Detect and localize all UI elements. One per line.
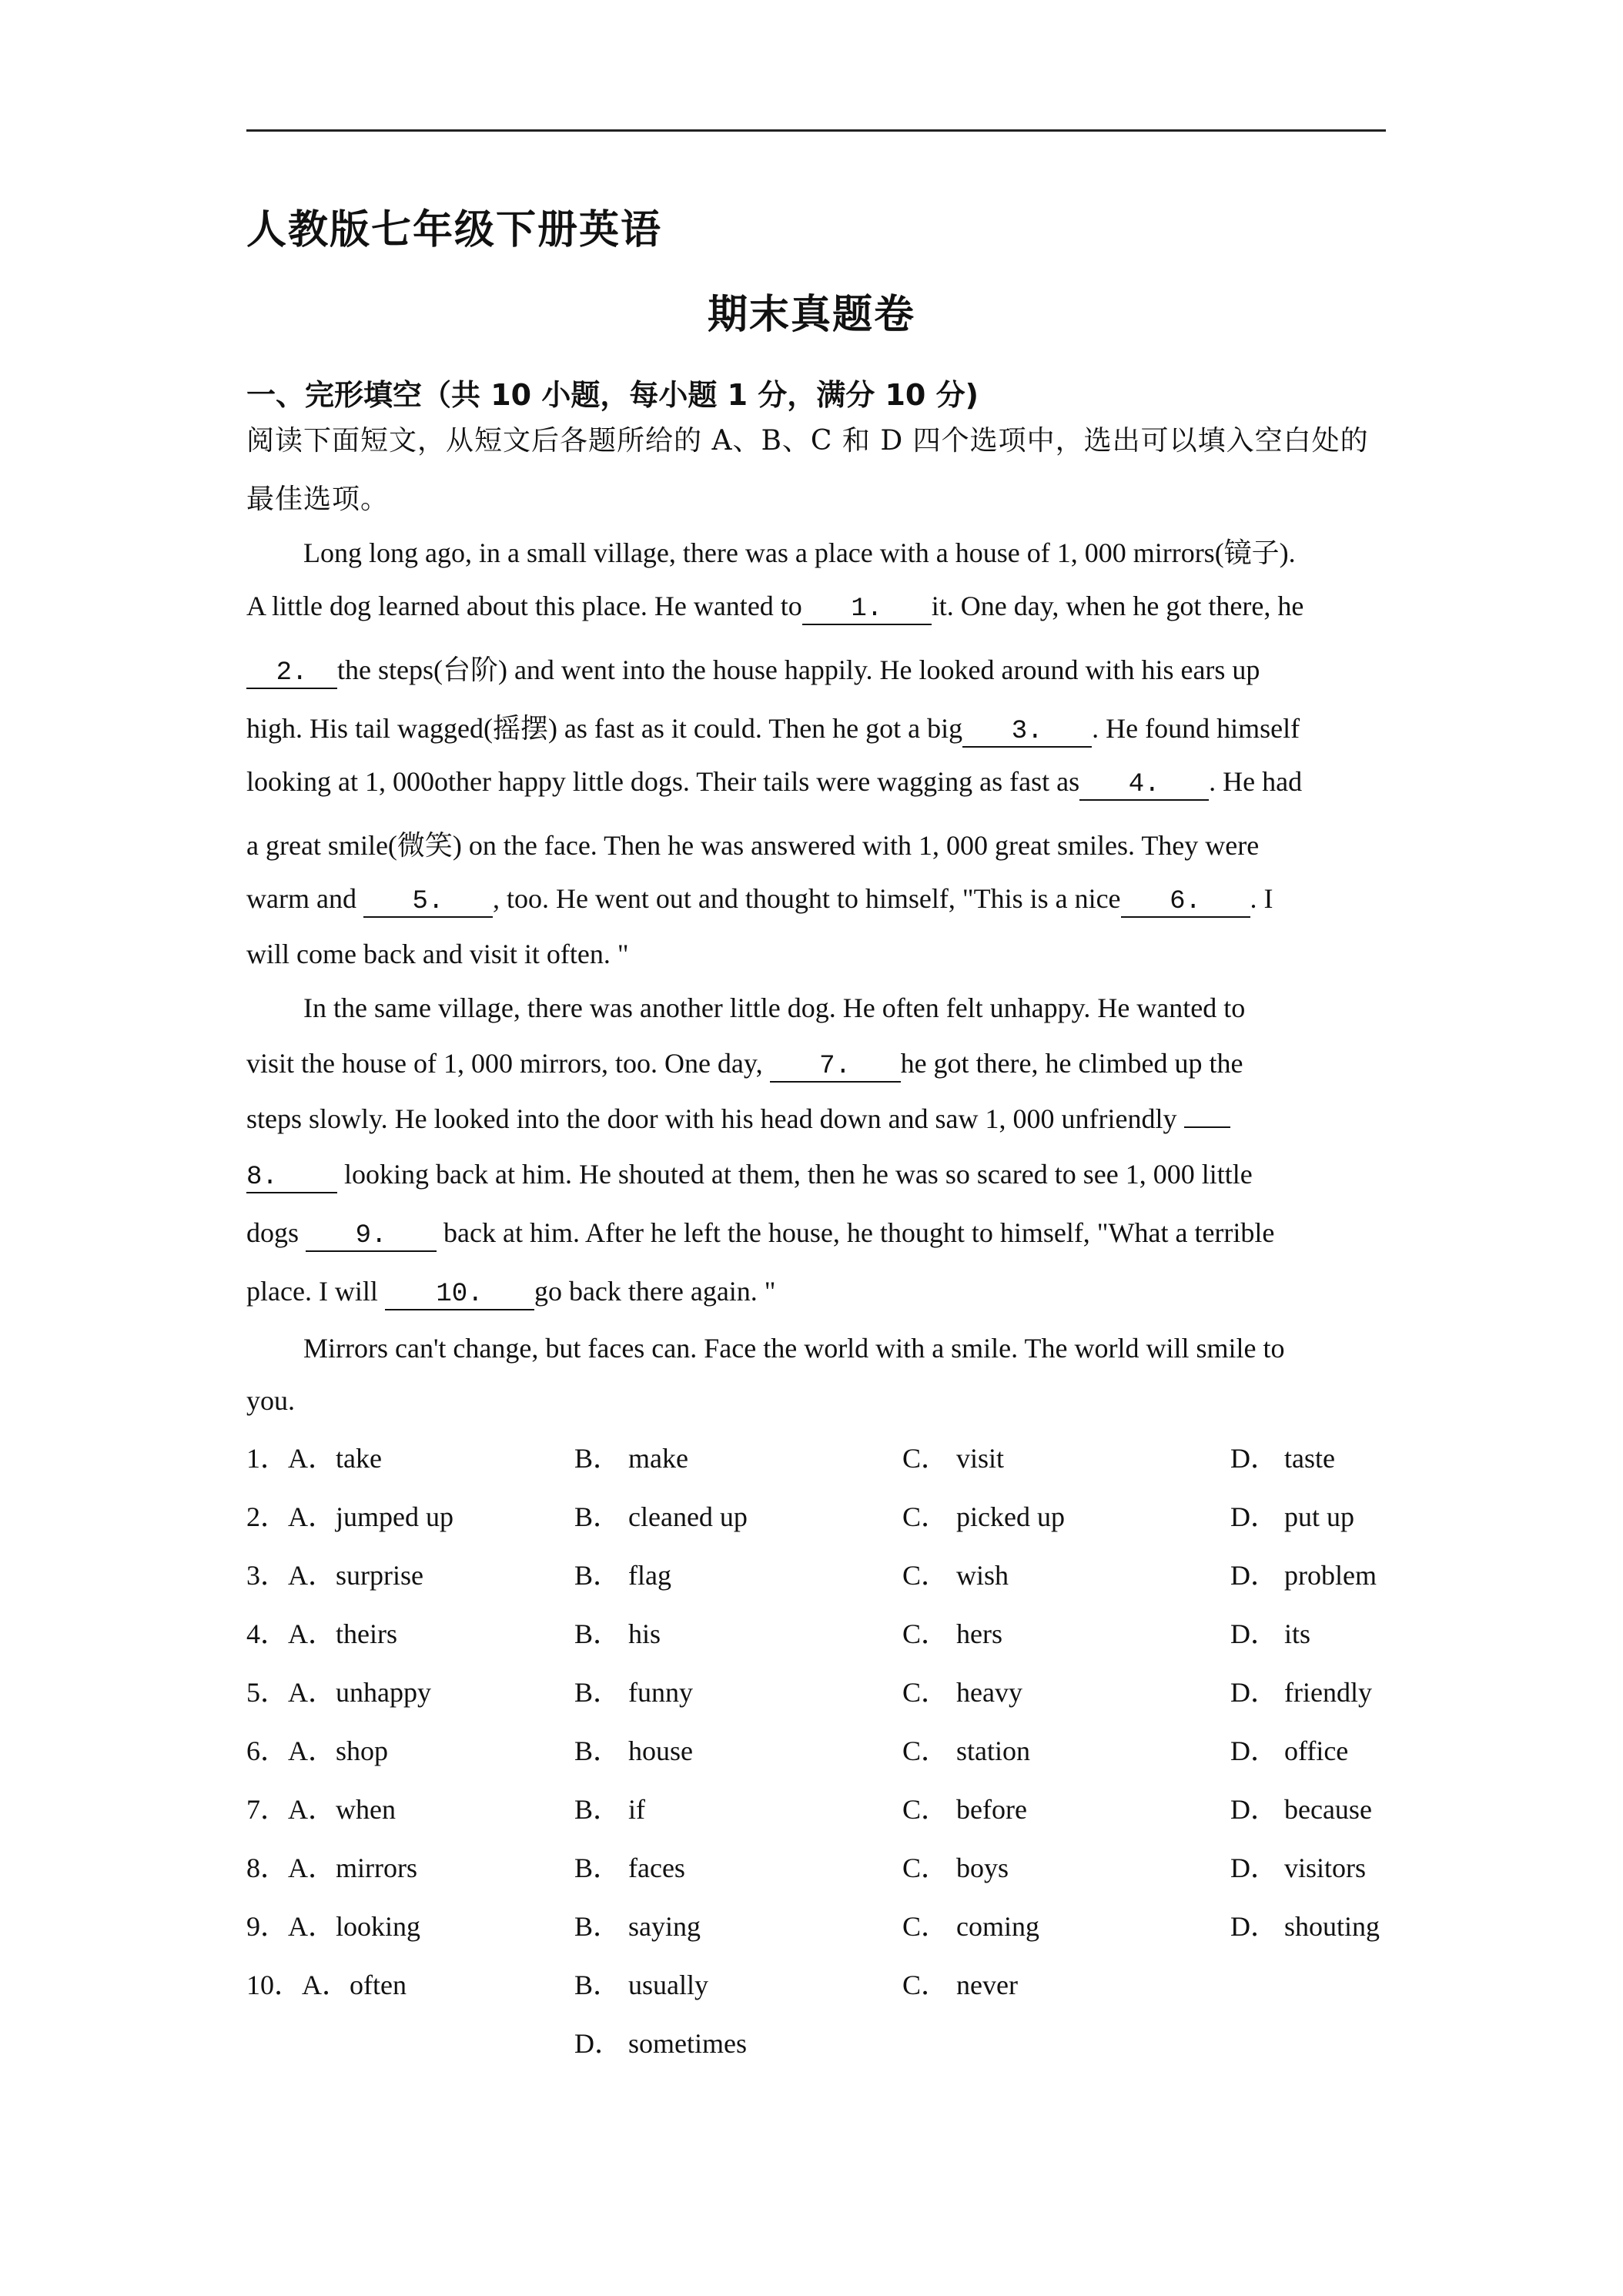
option-b[interactable]: B． faces bbox=[574, 1853, 685, 1883]
option-c[interactable]: C． boys bbox=[902, 1853, 1009, 1883]
answer-blank-4[interactable]: 4. bbox=[1079, 770, 1209, 801]
option-a[interactable]: when bbox=[336, 1794, 396, 1825]
question-number: 3．A．surprise bbox=[246, 1560, 423, 1591]
option-c[interactable]: C． visit bbox=[902, 1443, 1005, 1474]
passage-line: Mirrors can't change, but faces can. Face the world with a smile. The world will smile to bbox=[303, 1333, 1285, 1364]
passage-line: place. I will 10. go back there again. " bbox=[246, 1276, 776, 1309]
option-c[interactable]: C． picked up bbox=[902, 1501, 1065, 1532]
option-a[interactable]: theirs bbox=[336, 1618, 397, 1649]
option-a[interactable]: surprise bbox=[336, 1560, 423, 1591]
answer-blank-1[interactable]: 1. bbox=[802, 594, 932, 625]
option-b[interactable]: B． house bbox=[574, 1735, 693, 1766]
option-c[interactable]: C． wish bbox=[902, 1560, 1009, 1591]
question-number: 9．A．looking bbox=[246, 1911, 421, 1942]
option-d[interactable]: D． shouting bbox=[1230, 1911, 1380, 1942]
answer-blank-8[interactable]: 8. bbox=[246, 1163, 337, 1193]
option-a[interactable]: take bbox=[336, 1443, 382, 1474]
answer-blank-3[interactable]: 3. bbox=[962, 717, 1092, 748]
option-c[interactable]: C． hers bbox=[902, 1618, 1002, 1649]
passage-line: Long long ago, in a small village, there was a place with a house of 1, 000 mirrors(镜子). bbox=[303, 537, 1296, 568]
option-b[interactable]: B． make bbox=[574, 1443, 688, 1474]
answer-blank-9[interactable]: 9. bbox=[306, 1221, 437, 1252]
passage-line: In the same village, there was another little dog. He often felt unhappy. He wanted to bbox=[303, 992, 1246, 1023]
option-c[interactable]: C． station bbox=[902, 1735, 1030, 1766]
answer-blank-2[interactable]: 2. bbox=[246, 658, 337, 689]
answer-blank-6[interactable]: 6. bbox=[1121, 887, 1250, 918]
question-number: 2．A．jumped up bbox=[246, 1501, 453, 1532]
passage-line: A little dog learned about this place. He wanted to 1. it. One day, when he got there, he bbox=[246, 591, 1304, 624]
passage-line: a great smile(微笑) on the face. Then he was answered with 1, 000 great smiles. They were bbox=[246, 830, 1260, 861]
passage-line: high. His tail wagged(摇摆) as fast as it could. Then he got a big 3. . He found himself bbox=[246, 713, 1300, 746]
passage-line: 2. the steps(台阶) and went into the house happily. He looked around with his ears up bbox=[246, 648, 1260, 689]
option-b[interactable]: B． flag bbox=[574, 1560, 671, 1591]
option-b[interactable]: B． usually bbox=[574, 1970, 708, 2000]
option-a[interactable]: jumped up bbox=[336, 1501, 453, 1532]
option-c[interactable]: C． heavy bbox=[902, 1677, 1022, 1708]
passage-line: warm and 5. , too. He went out and thought to himself, "This is a nice 6. . I bbox=[246, 883, 1273, 916]
option-b[interactable]: B． saying bbox=[574, 1911, 701, 1942]
question-number: 4．A．theirs bbox=[246, 1618, 397, 1649]
option-d[interactable]: D． put up bbox=[1230, 1501, 1355, 1532]
question-number: 1．A．take bbox=[246, 1443, 382, 1474]
answer-blank-10[interactable]: 10. bbox=[385, 1280, 534, 1310]
passage-line: steps slowly. He looked into the door with his head down and saw 1, 000 unfriendly bbox=[246, 1103, 1230, 1135]
answer-blank-8-start bbox=[1184, 1126, 1230, 1128]
option-d[interactable]: D． its bbox=[1230, 1618, 1311, 1649]
option-d[interactable]: D． problem bbox=[1230, 1560, 1377, 1591]
section-heading: 一、完形填空（共 10 小题，每小题 1 分，满分 10 分) bbox=[246, 378, 979, 412]
passage-line: visit the house of 1, 000 mirrors, too. One day, 7. he got there, he climbed up the bbox=[246, 1048, 1243, 1081]
option-a[interactable]: mirrors bbox=[336, 1853, 417, 1883]
option-d[interactable]: D． sometimes bbox=[574, 2028, 747, 2059]
option-d[interactable]: D． office bbox=[1230, 1735, 1349, 1766]
section-instructions: 阅读下面短文，从短文后各题所给的 A、B、C 和 D 四个选项中，选出可以填入空白处的最佳选项。 bbox=[246, 425, 1369, 515]
document-subtitle: 期末真题卷 bbox=[707, 291, 915, 338]
question-number: 5．A．unhappy bbox=[246, 1677, 431, 1708]
option-d[interactable]: D． visitors bbox=[1230, 1853, 1367, 1883]
option-d[interactable]: D． friendly bbox=[1230, 1677, 1372, 1708]
option-d[interactable]: D． taste bbox=[1230, 1443, 1335, 1474]
passage-line: dogs 9. back at him. After he left the house, he thought to himself, "What a terrible bbox=[246, 1217, 1275, 1250]
question-number: 7．A．when bbox=[246, 1794, 396, 1825]
answer-blank-7[interactable]: 7. bbox=[770, 1052, 901, 1083]
passage-line: will come back and visit it often. " bbox=[246, 939, 629, 969]
question-number: 10．A．often bbox=[246, 1970, 407, 2000]
passage-line: 8. looking back at him. He shouted at them, then he was so scared to see 1, 000 little bbox=[246, 1159, 1253, 1192]
option-b[interactable]: B． cleaned up bbox=[574, 1501, 748, 1532]
option-a[interactable]: looking bbox=[336, 1911, 421, 1942]
option-c[interactable]: C． coming bbox=[902, 1911, 1039, 1942]
option-d[interactable]: D． because bbox=[1230, 1794, 1372, 1825]
option-b[interactable]: B． his bbox=[574, 1618, 661, 1649]
passage-line: you. bbox=[246, 1385, 295, 1416]
answer-blank-5[interactable]: 5. bbox=[363, 887, 493, 918]
option-a[interactable]: often bbox=[350, 1970, 407, 2000]
option-b[interactable]: B． funny bbox=[574, 1677, 693, 1708]
question-number: 8．A．mirrors bbox=[246, 1853, 417, 1883]
option-a[interactable]: shop bbox=[336, 1735, 389, 1766]
option-c[interactable]: C． before bbox=[902, 1794, 1027, 1825]
header-rule bbox=[246, 129, 1386, 132]
question-number: 6．A．shop bbox=[246, 1735, 389, 1766]
option-a[interactable]: unhappy bbox=[336, 1677, 431, 1708]
document-title: 人教版七年级下册英语 bbox=[246, 206, 663, 253]
option-b[interactable]: B． if bbox=[574, 1794, 645, 1825]
passage-line: looking at 1, 000other happy little dogs. Their tails were wagging as fast as 4. . He had bbox=[246, 766, 1303, 799]
option-c[interactable]: C． never bbox=[902, 1970, 1018, 2000]
